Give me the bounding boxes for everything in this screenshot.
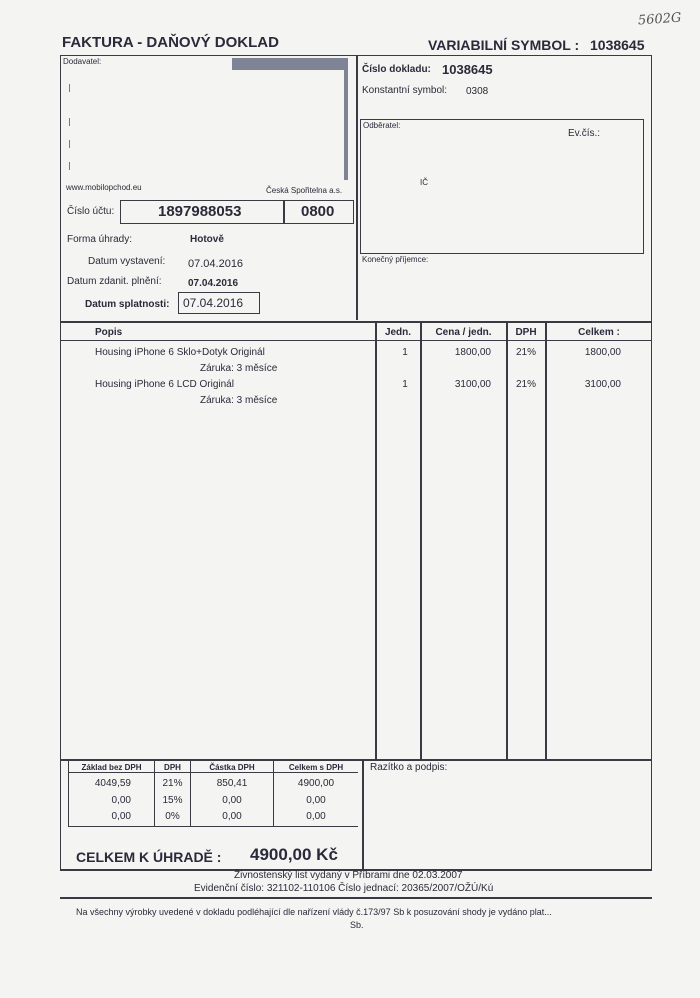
issue-date-label: Datum vystavení: <box>88 256 166 267</box>
summary-top-rule <box>60 759 652 761</box>
summary-row-3-amount: 0,00 <box>222 811 242 822</box>
summary-row-2-total: 0,00 <box>306 795 326 806</box>
item-2-note: Záruka: 3 měsíce <box>200 395 278 406</box>
variable-symbol-value: 1038645 <box>590 37 645 53</box>
summary-row-3-rate: 0% <box>165 811 180 822</box>
due-date-value: 07.04.2016 <box>183 296 244 310</box>
variable-symbol-label: VARIABILNÍ SYMBOL : <box>428 37 580 53</box>
col-header-qty: Jedn. <box>384 327 412 338</box>
document-number-label: Číslo dokladu: <box>362 64 431 75</box>
customer-box <box>360 119 644 254</box>
supplier-tick-2 <box>69 118 70 126</box>
tax-date-label: Datum zdanit. plnění: <box>67 276 162 287</box>
supplier-website: www.mobilopchod.eu <box>66 183 142 192</box>
item-2-qty: 1 <box>402 379 408 390</box>
col-header-vat: DPH <box>515 327 537 338</box>
constant-symbol-label: Konstantní symbol: <box>362 85 448 96</box>
item-1-unit-price: 1800,00 <box>454 347 491 358</box>
footer-bottom-rule <box>60 897 652 899</box>
item-2-description: Housing iPhone 6 LCD Originál <box>95 379 234 390</box>
stamp-label: Razítko a podpis: <box>370 762 448 773</box>
item-2-unit-price: 3100,00 <box>454 379 491 390</box>
item-1-note: Záruka: 3 měsíce <box>200 363 278 374</box>
bank-code: 0800 <box>301 203 335 220</box>
summary-header-rule <box>68 772 358 773</box>
account-label: Číslo účtu: <box>67 206 115 217</box>
due-date-label: Datum splatnosti: <box>85 299 170 310</box>
account-box-divider <box>283 200 285 224</box>
item-2-vat: 21% <box>515 379 536 390</box>
document-number-value: 1038645 <box>442 62 493 77</box>
supplier-tick-4 <box>69 162 70 170</box>
grand-total-value: 4900,00 Kč <box>250 845 338 864</box>
items-top-rule <box>60 321 652 323</box>
header-divider <box>356 55 358 320</box>
summary-row-2-rate: 15% <box>162 795 183 806</box>
summary-table-bottom <box>68 826 358 827</box>
summary-row-2-base: 0,00 <box>111 795 131 806</box>
customer-ic-label: IČ <box>420 178 428 187</box>
summary-row-1-total: 4900,00 <box>297 778 335 789</box>
summary-header-rate: DPH <box>164 763 181 772</box>
col-header-unit-price: Cena / jedn. <box>435 327 492 338</box>
constant-symbol-value: 0308 <box>466 86 489 97</box>
supplier-tick-1 <box>69 84 70 92</box>
items-col-qty-line <box>375 321 377 759</box>
account-number: 1897988053 <box>158 203 242 220</box>
summary-header-total: Celkem s DPH <box>288 763 344 772</box>
col-header-description: Popis <box>95 327 123 338</box>
item-1-description: Housing iPhone 6 Sklo+Dotyk Originál <box>95 347 265 358</box>
summary-row-1-rate: 21% <box>162 778 183 789</box>
item-2-total: 3100,00 <box>584 379 621 390</box>
item-1-vat: 21% <box>515 347 536 358</box>
disclaimer-line-1: Na všechny výrobky uvedené v dokladu podléhající dle nařízení vlády č.173/97 Sb k posuzování shody je vydáno plat... <box>76 907 552 917</box>
final-recipient-label: Konečný příjemce: <box>362 255 429 264</box>
col-header-total: Celkem : <box>578 327 620 338</box>
summary-row-3-total: 0,00 <box>306 811 326 822</box>
summary-row-3-base: 0,00 <box>111 811 131 822</box>
summary-row-1-amount: 850,41 <box>216 778 248 789</box>
issue-date-value: 07.04.2016 <box>188 258 244 270</box>
item-1-qty: 1 <box>402 347 408 358</box>
disclaimer-line-2: Sb. <box>350 920 364 930</box>
footer-trade-license: Živnostenský list vydaný v Příbrami dne 02.03.2007 <box>234 870 463 881</box>
summary-row-1-base: 4049,59 <box>94 778 131 789</box>
item-1-total: 1800,00 <box>584 347 621 358</box>
footer-registration: Evidenční číslo: 321102-110106 Číslo jednací: 20365/2007/OŽÚ/Kú <box>194 883 494 894</box>
supplier-redacted-block <box>232 58 348 70</box>
payment-method-value: Hotově <box>190 234 224 245</box>
grand-total-label: CELKEM K ÚHRADĚ : <box>76 849 222 865</box>
summary-header-base: Základ bez DPH <box>81 763 142 772</box>
summary-header-amount: Částka DPH <box>209 763 255 772</box>
supplier-redacted-bar <box>344 70 348 180</box>
handwritten-note: 5602G <box>637 10 682 29</box>
summary-row-2-amount: 0,00 <box>222 795 242 806</box>
bank-name: Česká Spořitelna a.s. <box>266 186 343 195</box>
tax-date-value: 07.04.2016 <box>188 278 239 289</box>
supplier-tick-3 <box>69 140 70 148</box>
customer-ev-label: Ev.čís.: <box>568 128 601 139</box>
invoice-title: FAKTURA - DAŇOVÝ DOKLAD <box>62 34 279 51</box>
supplier-label: Dodavatel: <box>63 57 102 66</box>
summary-divider <box>362 759 364 870</box>
items-header-rule <box>60 340 652 341</box>
payment-method-label: Forma úhrady: <box>67 234 133 245</box>
customer-label: Odběratel: <box>363 121 401 130</box>
